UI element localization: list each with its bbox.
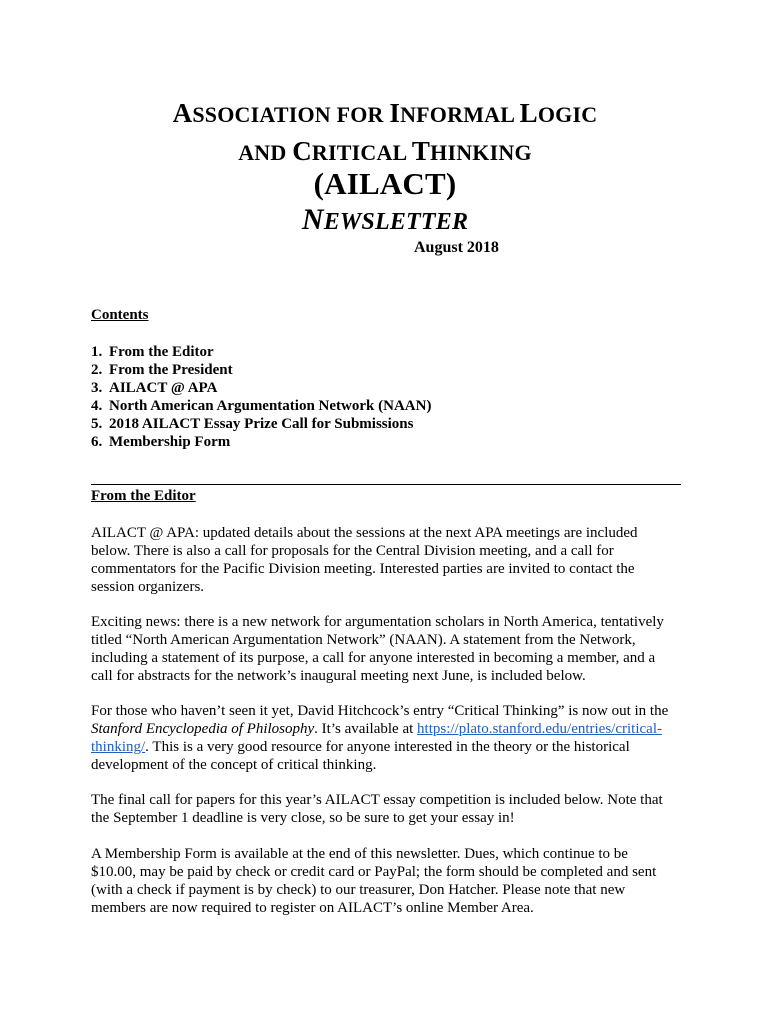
title-text: NFORMAL — [400, 102, 520, 127]
title-line-2 — [0, 138, 770, 165]
text-line: commentators for the Pacific Division meeting. Interested parties are invited to contact the — [91, 561, 635, 577]
paragraph-essay-call — [91, 791, 681, 827]
contents-list — [91, 343, 431, 451]
text-line: The final call for papers for this year’s AILACT essay competition is included below. Note that — [91, 792, 663, 808]
title-text: AND — [238, 140, 293, 165]
item-number: 6. — [91, 434, 103, 450]
text-line: call for abstracts for the network’s inaugural meeting next June, is included below. — [91, 668, 586, 684]
newsletter-title — [0, 205, 770, 235]
text-line: below. There is also a call for proposals for the Central Division meeting, and a call for — [91, 543, 614, 559]
text-line: Exciting news: there is a new network for argumentation scholars in North America, tentatively — [91, 614, 664, 630]
text-line: (with a check if payment is by check) to our treasurer, Don Hatcher. Please note that new — [91, 882, 626, 898]
title-cap-i: I — [389, 98, 401, 128]
item-label: From the President — [109, 362, 233, 378]
item-number: 1. — [91, 344, 103, 360]
item-label: Membership Form — [109, 434, 231, 450]
text-line — [91, 738, 681, 756]
paragraph-naan — [91, 613, 681, 685]
text-line: session organizers. — [91, 579, 205, 595]
text-fragment: . It’s available at — [314, 721, 418, 737]
text-line: including a statement of its purpose, a call for anyone interested in becoming a member, and a — [91, 650, 656, 666]
title-text: RITICAL — [311, 140, 412, 165]
item-number: 5. — [91, 416, 103, 432]
title-cap-l: L — [519, 98, 538, 128]
newsletter-rest: EWSLETTER — [323, 209, 469, 235]
sep-entry-link-continued[interactable]: thinking/ — [91, 739, 146, 755]
title-text: SSOCIATION FOR — [192, 102, 390, 127]
text-line: For those who haven’t seen it yet, David Hitchcock’s entry “Critical Thinking” is now out in the — [91, 703, 669, 719]
text-line: members are now required to register on AILACT’s online Member Area. — [91, 900, 534, 916]
item-number: 2. — [91, 362, 103, 378]
item-label: 2018 AILACT Essay Prize Call for Submissions — [109, 416, 414, 432]
text-line: AILACT @ APA: updated details about the sessions at the next APA meetings are included — [91, 525, 638, 541]
contents-item — [91, 343, 431, 361]
sep-entry-link[interactable]: https://plato.stanford.edu/entries/critical- — [417, 721, 662, 737]
item-number: 3. — [91, 380, 103, 396]
section-divider — [91, 484, 681, 485]
issue-date: August 2018 — [414, 239, 499, 256]
item-label: From the Editor — [109, 344, 214, 360]
text-fragment: . This is a very good resource for anyone interested in the theory or the historical — [145, 739, 630, 755]
title-cap-t: T — [411, 136, 431, 166]
item-label: AILACT @ APA — [109, 380, 218, 396]
contents-item — [91, 397, 431, 415]
item-label: North American Argumentation Network (NAAN) — [109, 398, 432, 414]
item-number: 4. — [91, 398, 103, 414]
title-line-1 — [0, 100, 770, 127]
contents-item — [91, 433, 431, 451]
contents-item — [91, 361, 431, 379]
paragraph-critical-thinking — [91, 702, 681, 774]
paragraph-apa — [91, 524, 681, 596]
text-line: the September 1 deadline is very close, so be sure to get your essay in! — [91, 810, 515, 826]
title-cap-a: A — [172, 98, 193, 128]
contents-heading: Contents — [91, 307, 149, 323]
newsletter-cap: N — [301, 203, 324, 236]
text-line: titled “North American Argumentation Network” (NAAN). A statement from the Network, — [91, 632, 636, 648]
encyclopedia-title: Stanford Encyclopedia of Philosophy — [91, 721, 315, 737]
text-line — [91, 720, 681, 738]
title-acronym: (AILACT) — [313, 166, 457, 201]
contents-item — [91, 379, 431, 397]
title-text: HINKING — [430, 140, 532, 165]
text-line: $10.00, may be paid by check or credit card or PayPal; the form should be completed and sent — [91, 864, 657, 880]
editor-section-heading: From the Editor — [91, 488, 196, 504]
paragraph-membership — [91, 845, 681, 917]
contents-item — [91, 415, 431, 433]
text-line: development of the concept of critical thinking. — [91, 757, 377, 773]
title-cap-c: C — [292, 136, 312, 166]
title-text: OGIC — [537, 102, 598, 127]
text-line: A Membership Form is available at the end of this newsletter. Dues, which continue to be — [91, 846, 628, 862]
